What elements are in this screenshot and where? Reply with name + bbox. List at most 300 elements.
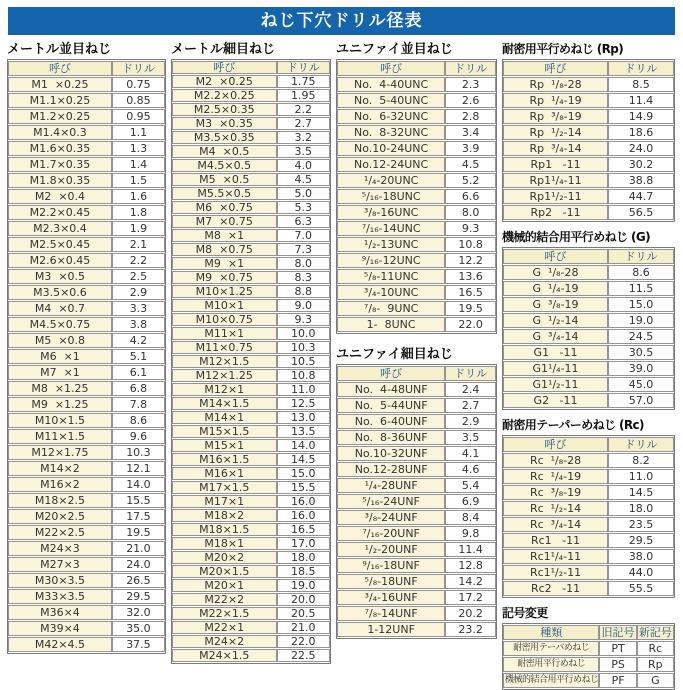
thread-name-cell: M5 ×0.5 — [172, 173, 277, 186]
thread-name-cell: M4.5×0.75 — [8, 317, 112, 332]
table-row — [503, 657, 674, 672]
thread-name-cell: M12×1.5 — [172, 355, 277, 368]
thread-name-cell: Rp ³/₈-19 — [503, 109, 608, 124]
header-row — [337, 366, 496, 381]
thread-name-cell: 耐密用平行めねじ — [503, 657, 599, 672]
table-row — [172, 341, 330, 354]
value-cell: 32.0 — [112, 605, 165, 620]
value-cell: 17.2 — [445, 590, 496, 605]
value-cell: 8.0 — [277, 257, 330, 270]
thread-name-cell: M24×3 — [8, 541, 112, 556]
value-cell: 7.3 — [277, 243, 330, 256]
thread-name-cell: M24×2 — [172, 635, 277, 648]
table-row — [172, 159, 330, 172]
value-cell: 6.3 — [277, 215, 330, 228]
table-row — [8, 509, 165, 524]
thread-name-cell: No. 4-40UNC — [337, 77, 445, 92]
table-row — [8, 413, 165, 428]
value-cell: 14.0 — [112, 477, 165, 492]
value-cell: 2.1 — [112, 237, 165, 252]
thread-name-cell: Rc1 -11 — [503, 533, 608, 548]
thread-name-cell: ⁵/₈-11UNC — [337, 269, 445, 284]
thread-name-cell: M22×2.5 — [8, 525, 112, 540]
table-row — [8, 445, 165, 460]
thread-name-cell: M8 ×0.75 — [172, 243, 277, 256]
value-cell: 57.0 — [608, 393, 674, 408]
value-cell: 8.5 — [608, 77, 674, 92]
value-cell: 22.0 — [277, 635, 330, 648]
value-cell: 13.5 — [277, 425, 330, 438]
value-cell: 11.5 — [608, 281, 674, 296]
value-cell: 2.7 — [277, 117, 330, 130]
thread-name-cell: M22×2 — [172, 593, 277, 606]
thread-name-cell: M2.6×0.45 — [8, 253, 112, 268]
unified-fine-table — [336, 364, 497, 639]
value-cell: 29.5 — [608, 533, 674, 548]
table-row — [8, 77, 165, 92]
table-row — [172, 89, 330, 102]
value-cell: 4.0 — [277, 159, 330, 172]
column-header: 呼び — [503, 249, 608, 264]
table-row — [503, 517, 674, 532]
table-row — [503, 377, 674, 392]
thread-name-cell: G1 -11 — [503, 345, 608, 360]
thread-name-cell: ⁷/₁₆-20UNF — [337, 526, 445, 541]
thread-name-cell: Rp1¹/₄-11 — [503, 173, 608, 188]
table-row — [172, 621, 330, 634]
table-row — [172, 327, 330, 340]
table-row — [172, 369, 330, 382]
thread-name-cell: Rc ³/₄-14 — [503, 517, 608, 532]
thread-name-cell: M14×2 — [8, 461, 112, 476]
thread-name-cell: M3 ×0.5 — [8, 269, 112, 284]
thread-name-cell: ⁹/₁₆-18UNF — [337, 558, 445, 573]
thread-name-cell: M2.2×0.25 — [172, 89, 277, 102]
thread-name-cell: Rc2 -11 — [503, 581, 608, 596]
value-cell: 3.3 — [112, 301, 165, 316]
thread-name-cell: M10×1.25 — [172, 285, 277, 298]
thread-name-cell: Rc1¹/₂-11 — [503, 565, 608, 580]
table-row — [8, 285, 165, 300]
table-row — [503, 205, 674, 220]
value-cell: 20.5 — [277, 607, 330, 620]
table-row — [172, 551, 330, 564]
thread-name-cell: No.10-32UNF — [337, 446, 445, 461]
value-cell: 13.0 — [277, 411, 330, 424]
thread-name-cell: No. 8-32UNC — [337, 125, 445, 140]
thread-name-cell: M2.5×0.35 — [172, 103, 277, 116]
column-header: ドリル — [608, 61, 674, 76]
column-pipe-threads — [502, 42, 675, 690]
table-row — [172, 467, 330, 480]
thread-name-cell: M2.5×0.45 — [8, 237, 112, 252]
thread-name-cell: ⁹/₁₆-12UNC — [337, 253, 445, 268]
thread-name-cell: 1-12UNF — [337, 622, 445, 637]
thread-name-cell: G2 -11 — [503, 393, 608, 408]
value-cell: 2.3 — [445, 77, 496, 92]
header-row — [503, 437, 674, 452]
table-row — [337, 478, 496, 493]
value-cell: 30.5 — [608, 345, 674, 360]
column-header: 新記号 — [637, 625, 674, 640]
value-cell: 3.4 — [445, 125, 496, 140]
thread-name-cell: G ³/₈-19 — [503, 297, 608, 312]
value-cell: 14.2 — [445, 574, 496, 589]
value-cell: 2.4 — [445, 382, 496, 397]
thread-name-cell: M5.5×0.5 — [172, 187, 277, 200]
table-row — [172, 117, 330, 130]
table-row — [8, 397, 165, 412]
table-row — [172, 481, 330, 494]
table-row — [503, 189, 674, 204]
thread-name-cell: M8 ×1.25 — [8, 381, 112, 396]
column-header: ドリル — [445, 61, 496, 76]
thread-name-cell: M4 ×0.5 — [172, 145, 277, 158]
table-row — [337, 189, 496, 204]
value-cell: 45.0 — [608, 377, 674, 392]
thread-name-cell: M2 ×0.25 — [172, 75, 277, 88]
table-row — [172, 243, 330, 256]
thread-name-cell: M12×1 — [172, 383, 277, 396]
thread-name-cell: M9 ×1.25 — [8, 397, 112, 412]
thread-name-cell: M10×1 — [172, 299, 277, 312]
value-cell: 39.0 — [608, 361, 674, 376]
table-row — [337, 109, 496, 124]
value-cell: 24.0 — [608, 141, 674, 156]
thread-name-cell: ³/₈-16UNC — [337, 205, 445, 220]
value-cell: 3.5 — [277, 145, 330, 158]
value-cell: 5.2 — [445, 173, 496, 188]
table-row — [8, 269, 165, 284]
table-row — [337, 494, 496, 509]
thread-name-cell: M22×1.5 — [172, 607, 277, 620]
value-cell: Rc — [637, 641, 674, 656]
value-cell: 19.0 — [608, 313, 674, 328]
thread-name-cell: M14×1.5 — [172, 397, 277, 410]
table-row — [8, 109, 165, 124]
value-cell: 12.1 — [112, 461, 165, 476]
value-cell: 4.5 — [277, 173, 330, 186]
value-cell: 0.75 — [112, 77, 165, 92]
metric-coarse-table — [7, 59, 166, 654]
table-row — [8, 589, 165, 604]
thread-name-cell: M2.2×0.45 — [8, 205, 112, 220]
column-header: ドリル — [608, 249, 674, 264]
column-header: ドリル — [445, 366, 496, 381]
thread-name-cell: M8 ×1 — [172, 229, 277, 242]
section-title-rc: 耐密用テーパーめねじ (Rc) — [502, 418, 644, 432]
value-cell: 5.1 — [112, 349, 165, 364]
section-title-g: 機械的結合用平行めねじ (G) — [502, 230, 650, 244]
table-row — [8, 301, 165, 316]
table-row — [172, 509, 330, 522]
rp-table — [502, 59, 675, 222]
thread-name-cell: Rp1 -11 — [503, 157, 608, 172]
table-row — [503, 265, 674, 280]
thread-name-cell: M11×0.75 — [172, 341, 277, 354]
table-row — [337, 510, 496, 525]
value-cell: 6.8 — [112, 381, 165, 396]
rc-table — [502, 435, 675, 598]
value-cell: 16.0 — [277, 495, 330, 508]
thread-name-cell: M9 ×0.75 — [172, 271, 277, 284]
column-header: 旧記号 — [599, 625, 636, 640]
section-metric-fine — [171, 42, 331, 664]
thread-name-cell: Rc1¹/₄-11 — [503, 549, 608, 564]
section-title-unified-coarse: ユニファイ並目ねじ — [336, 42, 453, 57]
value-cell: PS — [599, 657, 636, 672]
value-cell: 15.0 — [608, 297, 674, 312]
value-cell: 2.5 — [112, 269, 165, 284]
thread-name-cell: M33×3.5 — [8, 589, 112, 604]
table-row — [172, 635, 330, 648]
value-cell: 14.5 — [277, 453, 330, 466]
value-cell: 55.5 — [608, 581, 674, 596]
section-title-symbol-change: 記号変更 — [502, 606, 548, 620]
thread-name-cell: Rc ¹/₄-19 — [503, 469, 608, 484]
value-cell: 2.2 — [277, 103, 330, 116]
thread-name-cell: M7 ×1 — [8, 365, 112, 380]
table-row — [8, 541, 165, 556]
table-row — [337, 125, 496, 140]
table-row — [8, 157, 165, 172]
thread-name-cell: M2.3×0.4 — [8, 221, 112, 236]
table-row — [8, 477, 165, 492]
table-row — [172, 313, 330, 326]
thread-name-cell: M11×1 — [172, 327, 277, 340]
value-cell: 8.2 — [608, 453, 674, 468]
table-row — [8, 365, 165, 380]
unified-coarse-table — [336, 59, 497, 334]
value-cell: 15.5 — [112, 493, 165, 508]
thread-name-cell: M42×4.5 — [8, 637, 112, 652]
thread-name-cell: No.12-28UNF — [337, 462, 445, 477]
value-cell: 22.0 — [445, 317, 496, 332]
value-cell: 10.8 — [445, 237, 496, 252]
thread-name-cell: No.10-24UNC — [337, 141, 445, 156]
thread-name-cell: M1.6×0.35 — [8, 141, 112, 156]
value-cell: 22.5 — [277, 649, 330, 662]
value-cell: 8.8 — [277, 285, 330, 298]
value-cell: 1.4 — [112, 157, 165, 172]
thread-name-cell: Rp1¹/₂-11 — [503, 189, 608, 204]
thread-name-cell: M12×1.75 — [8, 445, 112, 460]
thread-name-cell: M18×1 — [172, 537, 277, 550]
thread-name-cell: M16×2 — [8, 477, 112, 492]
table-row — [503, 533, 674, 548]
value-cell: 1.8 — [112, 205, 165, 220]
column-header: 呼び — [172, 61, 277, 74]
table-row — [8, 333, 165, 348]
thread-name-cell: 1- 8UNC — [337, 317, 445, 332]
table-row — [172, 75, 330, 88]
table-row — [503, 641, 674, 656]
value-cell: 12.5 — [277, 397, 330, 410]
thread-name-cell: Rp ³/₄-14 — [503, 141, 608, 156]
value-cell: 8.0 — [445, 205, 496, 220]
value-cell: 15.0 — [277, 467, 330, 480]
value-cell: 1.5 — [112, 173, 165, 188]
table-row — [337, 622, 496, 637]
section-title-rp: 耐密用平行めねじ (Rp) — [502, 42, 624, 56]
table-row — [503, 549, 674, 564]
table-row — [503, 565, 674, 580]
value-cell: 1.95 — [277, 89, 330, 102]
table-row — [8, 573, 165, 588]
thread-name-cell: ¹/₂-20UNF — [337, 542, 445, 557]
table-row — [337, 173, 496, 188]
table-row — [172, 579, 330, 592]
header-row — [503, 61, 674, 76]
value-cell: 1.3 — [112, 141, 165, 156]
value-cell: 6.1 — [112, 365, 165, 380]
table-row — [503, 173, 674, 188]
table-row — [8, 621, 165, 636]
column-metric-coarse — [7, 42, 166, 654]
value-cell: 2.9 — [112, 285, 165, 300]
value-cell: 0.95 — [112, 109, 165, 124]
table-row — [503, 329, 674, 344]
table-row — [172, 201, 330, 214]
thread-name-cell: M6 ×0.75 — [172, 201, 277, 214]
value-cell: 10.5 — [277, 355, 330, 368]
value-cell: 8.6 — [608, 265, 674, 280]
thread-name-cell: No. 5-44UNF — [337, 398, 445, 413]
value-cell: 17.0 — [277, 537, 330, 550]
thread-name-cell: ⁵/₈-18UNF — [337, 574, 445, 589]
table-row — [8, 557, 165, 572]
value-cell: 24.5 — [608, 329, 674, 344]
value-cell: 2.8 — [445, 109, 496, 124]
table-row — [172, 215, 330, 228]
thread-name-cell: Rp ¹/₈-28 — [503, 77, 608, 92]
table-row — [8, 461, 165, 476]
column-header: 呼び — [8, 61, 112, 76]
value-cell: 19.5 — [112, 525, 165, 540]
table-row — [172, 285, 330, 298]
section-title-unified-fine: ユニファイ細目ねじ — [336, 347, 453, 362]
table-row — [337, 382, 496, 397]
header-row — [337, 61, 496, 76]
column-header: 種類 — [503, 625, 599, 640]
thread-name-cell: 機械的結合用平行めねじ — [503, 673, 599, 688]
value-cell: 6.9 — [445, 494, 496, 509]
value-cell: Rp — [637, 657, 674, 672]
thread-name-cell: Rp ¹/₄-19 — [503, 93, 608, 108]
column-header: 呼び — [337, 366, 445, 381]
thread-name-cell: M1.4×0.3 — [8, 125, 112, 140]
table-row — [503, 501, 674, 516]
table-row — [337, 301, 496, 316]
table-row — [337, 285, 496, 300]
value-cell: 9.3 — [445, 221, 496, 236]
table-row — [172, 271, 330, 284]
thread-name-cell: M15×1.5 — [172, 425, 277, 438]
value-cell: 7.0 — [277, 229, 330, 242]
thread-name-cell: G ¹/₂-14 — [503, 313, 608, 328]
thread-name-cell: M1.7×0.35 — [8, 157, 112, 172]
thread-name-cell: G1¹/₄-11 — [503, 361, 608, 376]
thread-name-cell: M17×1.5 — [172, 481, 277, 494]
thread-name-cell: M16×1.5 — [172, 453, 277, 466]
value-cell: 38.8 — [608, 173, 674, 188]
thread-name-cell: M1 ×0.25 — [8, 77, 112, 92]
table-row — [8, 429, 165, 444]
value-cell: 2.2 — [112, 253, 165, 268]
value-cell: 3.5 — [445, 430, 496, 445]
table-row — [172, 649, 330, 662]
table-row — [172, 103, 330, 116]
thread-name-cell: M11×1.5 — [8, 429, 112, 444]
value-cell: 5.4 — [445, 478, 496, 493]
table-row — [172, 607, 330, 620]
value-cell: 10.3 — [277, 341, 330, 354]
value-cell: 11.0 — [608, 469, 674, 484]
column-header: ドリル — [112, 61, 165, 76]
table-row — [503, 281, 674, 296]
value-cell: 14.0 — [277, 439, 330, 452]
table-row — [503, 581, 674, 596]
value-cell: PT — [599, 641, 636, 656]
table-row — [8, 141, 165, 156]
thread-name-cell: M10×0.75 — [172, 313, 277, 326]
table-row — [337, 430, 496, 445]
thread-name-cell: No. 8-36UNF — [337, 430, 445, 445]
column-header: ドリル — [608, 437, 674, 452]
table-row — [503, 77, 674, 92]
table-row — [172, 257, 330, 270]
value-cell: 1.75 — [277, 75, 330, 88]
value-cell: 4.1 — [445, 446, 496, 461]
symbol-change-table — [502, 623, 675, 690]
thread-name-cell: No. 4-48UNF — [337, 382, 445, 397]
value-cell: 18.6 — [608, 125, 674, 140]
thread-name-cell: ³/₄-10UNC — [337, 285, 445, 300]
thread-name-cell: M14×1 — [172, 411, 277, 424]
value-cell: 19.5 — [445, 301, 496, 316]
table-row — [337, 269, 496, 284]
value-cell: 44.0 — [608, 565, 674, 580]
section-title-metric-coarse: メートル並目ねじ — [7, 42, 112, 57]
value-cell: 11.0 — [277, 383, 330, 396]
thread-name-cell: ¹/₄-28UNF — [337, 478, 445, 493]
thread-name-cell: M5 ×0.8 — [8, 333, 112, 348]
value-cell: 8.6 — [112, 413, 165, 428]
g-table — [502, 247, 675, 410]
thread-name-cell: M4.5×0.5 — [172, 159, 277, 172]
table-row — [337, 205, 496, 220]
thread-name-cell: M20×1.5 — [172, 565, 277, 578]
value-cell: 7.8 — [112, 397, 165, 412]
value-cell: 3.9 — [445, 141, 496, 156]
table-row — [8, 253, 165, 268]
thread-name-cell: Rp2 -11 — [503, 205, 608, 220]
table-row — [337, 558, 496, 573]
table-row — [337, 317, 496, 332]
value-cell: 9.0 — [277, 299, 330, 312]
table-row — [337, 414, 496, 429]
value-cell: 9.3 — [277, 313, 330, 326]
thread-name-cell: M39×4 — [8, 621, 112, 636]
table-row — [172, 453, 330, 466]
value-cell: 26.5 — [112, 573, 165, 588]
value-cell: 2.7 — [445, 398, 496, 413]
value-cell: 20.0 — [277, 593, 330, 606]
thread-name-cell: ¹/₂-13UNC — [337, 237, 445, 252]
table-row — [8, 173, 165, 188]
thread-name-cell: ⁷/₈- 9UNC — [337, 301, 445, 316]
value-cell: 1.1 — [112, 125, 165, 140]
